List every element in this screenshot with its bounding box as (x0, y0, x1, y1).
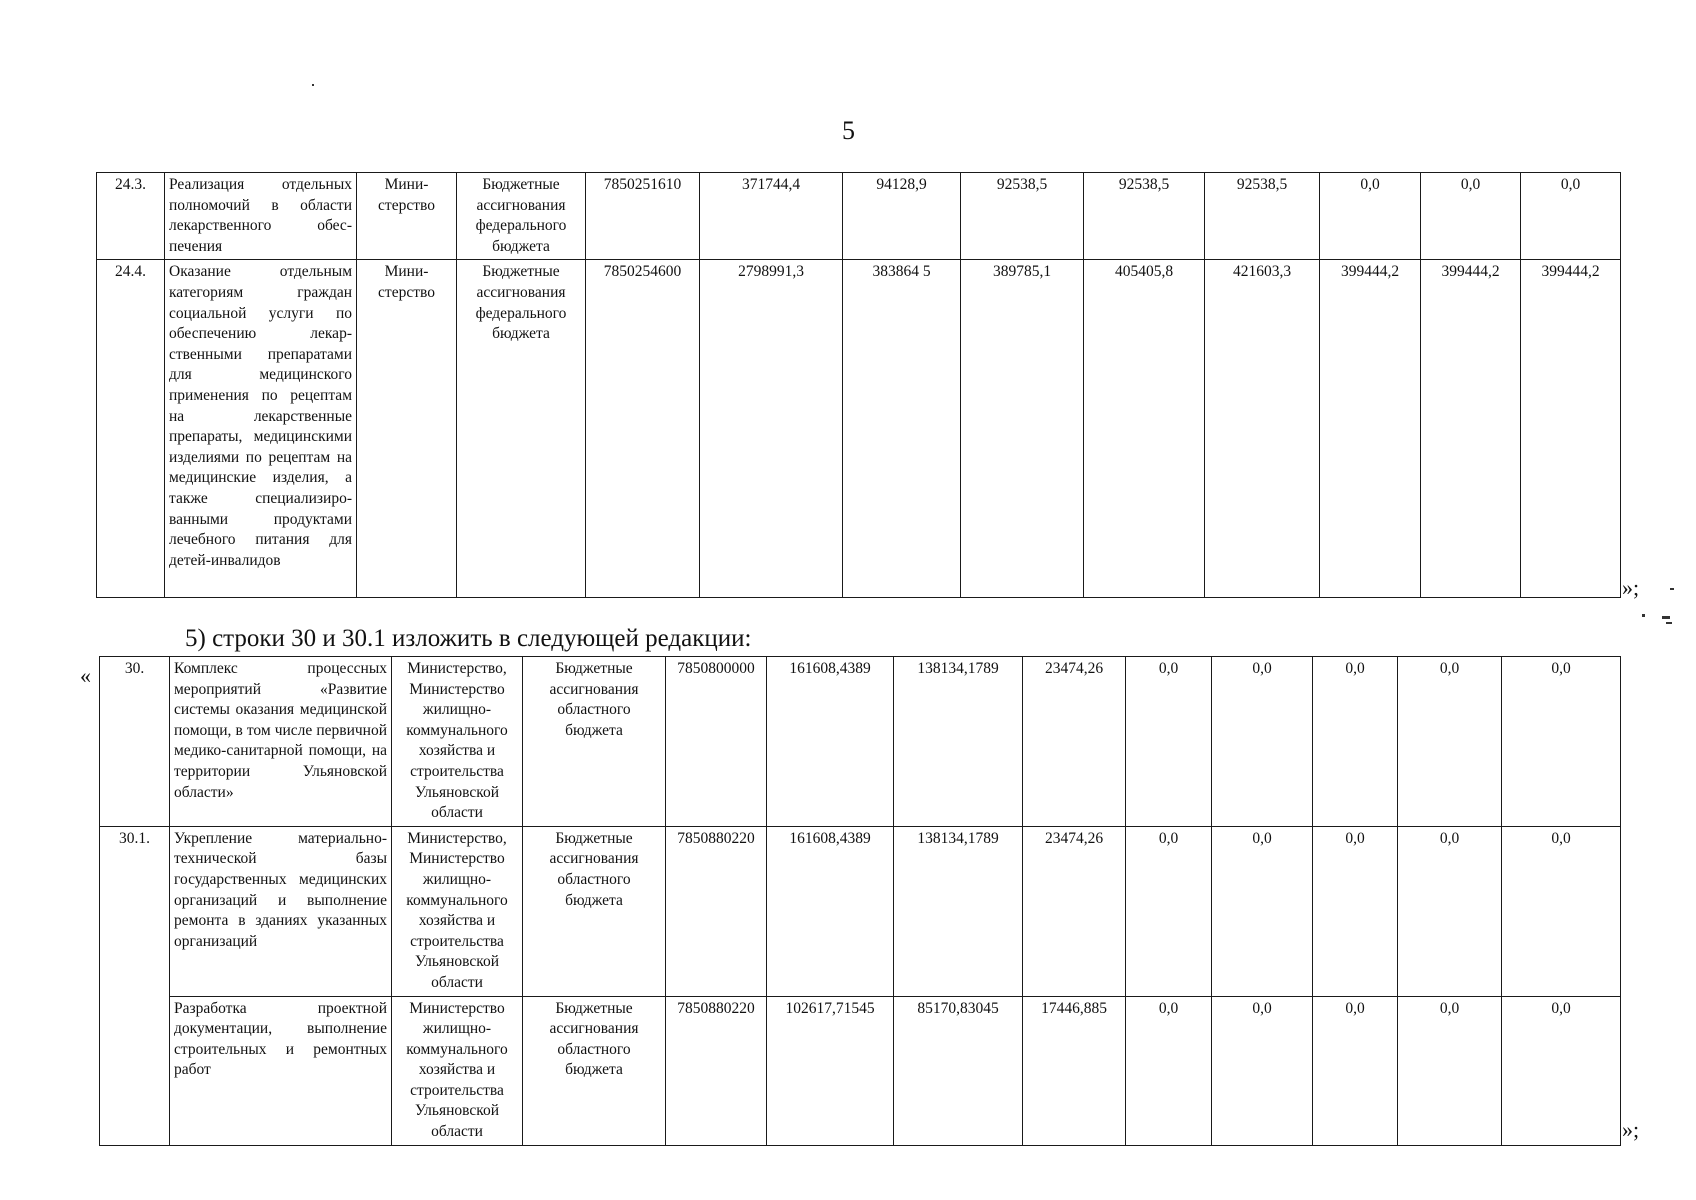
row-value: 0,0 (1502, 826, 1621, 996)
row-source: Бюджетные ассигнования областного бюджета (523, 657, 666, 827)
row-code: 7850800000 (666, 657, 767, 827)
row-value: 0,0 (1502, 996, 1621, 1145)
row-name: Укрепление материально-технической базы государственных медицинских организаций и выполнение ремонта в зданиях указанных организаций (170, 826, 392, 996)
row-value: 421603,3 (1205, 260, 1320, 598)
row-name: Реализация отдельных полномочий в области лекарственного обеспечения (165, 173, 357, 260)
scan-speck (1666, 622, 1672, 624)
row-value: 0,0 (1212, 657, 1313, 827)
row-value: 0,0 (1521, 173, 1621, 260)
row-executor: Министерство (357, 173, 457, 260)
page-number: 5 (842, 116, 855, 145)
row-number: 30. (100, 657, 170, 827)
table-row (97, 173, 1621, 260)
row-number: 24.3. (97, 173, 165, 260)
row-executor: Министерство, Министерство жилищно-коммунального хозяйства и строительства Ульяновской области (392, 826, 523, 996)
row-value: 0,0 (1313, 657, 1398, 827)
row-source: Бюджетные ассигнования федерального бюджета (457, 173, 586, 260)
row-value: 0,0 (1502, 657, 1621, 827)
row-value: 0,0 (1398, 826, 1502, 996)
row-code: 7850254600 (586, 260, 700, 598)
row-name: Комплекс процессных мероприятий «Развитие системы оказания медицинской помощи, в том числе первичной медико-санитарной помощи, на территории Ульяновской области» (170, 657, 392, 827)
row-value: 23474,26 (1023, 657, 1126, 827)
row-code: 7850251610 (586, 173, 700, 260)
row-value: 371744,4 (700, 173, 843, 260)
row-value: 0,0 (1398, 996, 1502, 1145)
row-value: 405405,8 (1084, 260, 1205, 598)
table-row (100, 996, 1621, 1145)
row-value: 92538,5 (1084, 173, 1205, 260)
row-value: 0,0 (1313, 826, 1398, 996)
row-number: 30.1. (100, 826, 170, 1145)
row-value: 399444,2 (1421, 260, 1521, 598)
row-source: Бюджетные ассигнования областного бюджета (523, 996, 666, 1145)
row-value: 399444,2 (1521, 260, 1621, 598)
budget-table-rows-24 (96, 172, 1621, 598)
row-value: 0,0 (1313, 996, 1398, 1145)
row-value: 94128,9 (843, 173, 961, 260)
row-value: 0,0 (1126, 657, 1212, 827)
row-value: 0,0 (1421, 173, 1521, 260)
row-number: 24.4. (97, 260, 165, 598)
row-executor: Министерство (357, 260, 457, 598)
scan-speck (1642, 614, 1645, 617)
row-value: 92538,5 (1205, 173, 1320, 260)
row-value: 92538,5 (961, 173, 1084, 260)
table-row (100, 826, 1621, 996)
row-source: Бюджетные ассигнования федерального бюджета (457, 260, 586, 598)
row-name: Оказание отдельным категориям граждан социальной услуги по обеспечению лекарственными препаратами для медицинского применения по рецептам на лекарственные препараты, медицинскими изделиями по рецептам на медицинские изделия, а также специализированными продуктами лечебного питания для детей-инвалидов (165, 260, 357, 598)
table-row (97, 260, 1621, 598)
row-executor: Министерство жилищно-коммунального хозяйства и строительства Ульяновской области (392, 996, 523, 1145)
row-value: 0,0 (1212, 996, 1313, 1145)
row-value: 0,0 (1126, 996, 1212, 1145)
row-value: 138134,1789 (894, 826, 1023, 996)
row-value: 2798991,3 (700, 260, 843, 598)
closing-quote: »; (1622, 1117, 1640, 1142)
row-source: Бюджетные ассигнования областного бюджета (523, 826, 666, 996)
row-value: 23474,26 (1023, 826, 1126, 996)
row-value: 85170,83045 (894, 996, 1023, 1145)
row-value: 399444,2 (1320, 260, 1421, 598)
row-value: 161608,4389 (767, 657, 894, 827)
opening-quote: « (80, 663, 91, 688)
row-value: 17446,885 (1023, 996, 1126, 1145)
row-name: Разработка проектной документации, выполнение строительных и ремонтных работ (170, 996, 392, 1145)
row-value: 161608,4389 (767, 826, 894, 996)
row-executor: Министерство, Министерство жилищно-коммунального хозяйства и строительства Ульяновской области (392, 657, 523, 827)
row-value: 0,0 (1320, 173, 1421, 260)
row-code: 7850880220 (666, 826, 767, 996)
scan-speck (1670, 588, 1674, 590)
row-value: 102617,71545 (767, 996, 894, 1145)
row-value: 0,0 (1126, 826, 1212, 996)
row-code: 7850880220 (666, 996, 767, 1145)
row-value: 383864 5 (843, 260, 961, 598)
table-row (100, 657, 1621, 827)
scan-speck (312, 84, 314, 86)
row-value: 138134,1789 (894, 657, 1023, 827)
row-value: 0,0 (1398, 657, 1502, 827)
scan-speck (1662, 616, 1670, 619)
closing-quote: »; (1622, 575, 1640, 600)
budget-table-rows-30 (99, 656, 1621, 1146)
row-value: 389785,1 (961, 260, 1084, 598)
row-value: 0,0 (1212, 826, 1313, 996)
section-heading: 5) строки 30 и 30.1 изложить в следующей редакции: (185, 625, 752, 652)
